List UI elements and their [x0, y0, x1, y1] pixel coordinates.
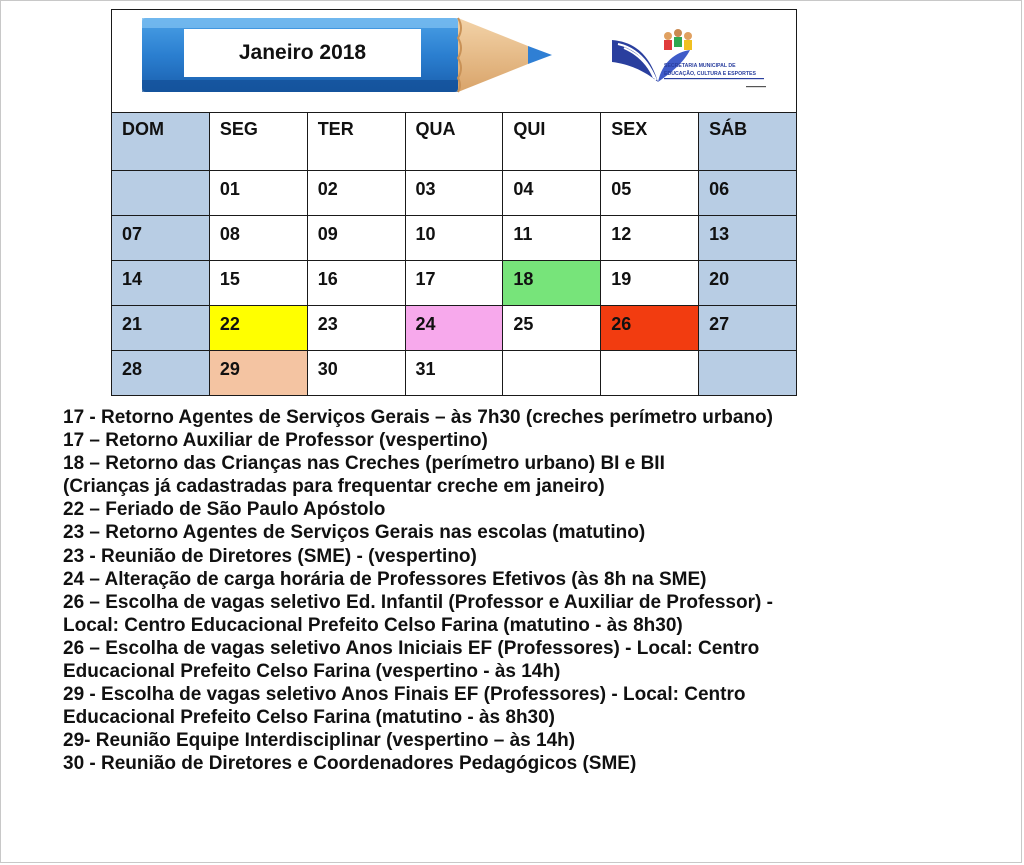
weekday-qui: QUI	[503, 113, 601, 171]
event-line: 17 - Retorno Agentes de Serviços Gerais – às 7h30 (creches perímetro urbano)	[63, 407, 773, 428]
week-row	[112, 351, 797, 396]
day-cell: 30	[307, 351, 405, 396]
event-line: 23 – Retorno Agentes de Serviços Gerais nas escolas (matutino)	[63, 522, 646, 544]
event-line: 29 - Escolha de vagas seletivo Anos Finais EF (Professores) - Local: Centro	[63, 684, 746, 706]
event-line: Educacional Prefeito Celso Farina (matutino - às 8h30)	[63, 707, 556, 729]
day-cell: 08	[209, 216, 307, 261]
day-cell-highlight-18: 18	[503, 261, 601, 306]
event-line: Educacional Prefeito Celso Farina (vespertino - às 14h)	[63, 661, 561, 683]
day-cell	[503, 351, 601, 396]
day-cell	[112, 171, 210, 216]
day-cell: 04	[503, 171, 601, 216]
week-row	[112, 306, 797, 351]
day-cell	[601, 351, 699, 396]
day-cell: 25	[503, 306, 601, 351]
education-secretariat-logo	[606, 22, 776, 102]
day-cell: 09	[307, 216, 405, 261]
event-line: Local: Centro Educacional Prefeito Celso Farina (matutino - às 8h30)	[63, 614, 683, 636]
day-cell-highlight-24: 24	[405, 306, 503, 351]
day-cell: 27	[699, 306, 797, 351]
logo-text-line2: EDUCAÇÃO, CULTURA E ESPORTES	[664, 71, 756, 77]
week-row	[112, 261, 797, 306]
day-cell: 05	[601, 171, 699, 216]
event-list	[63, 406, 1013, 776]
weekday-dom: DOM	[112, 113, 210, 171]
calendar-grid	[111, 112, 797, 396]
day-cell: 07	[112, 216, 210, 261]
day-cell: 10	[405, 216, 503, 261]
day-cell: 31	[405, 351, 503, 396]
weekday-header-row	[112, 113, 797, 171]
day-cell: 21	[112, 306, 210, 351]
weekday-sab: SÁB	[699, 113, 797, 171]
day-cell: 17	[405, 261, 503, 306]
event-line: 29- Reunião Equipe Interdisciplinar (vespertino – às 14h)	[63, 730, 576, 752]
event-line: 23 - Reunião de Diretores (SME) - (vespertino)	[63, 545, 477, 567]
day-cell: 15	[209, 261, 307, 306]
day-cell: 13	[699, 216, 797, 261]
day-cell: 12	[601, 216, 699, 261]
weekday-ter: TER	[307, 113, 405, 171]
day-cell: 01	[209, 171, 307, 216]
day-cell: 23	[307, 306, 405, 351]
logo-text-line1: SECRETARIA MUNICIPAL DE	[664, 63, 736, 69]
day-cell: 02	[307, 171, 405, 216]
event-line: (Crianças já cadastradas para frequentar creche em janeiro)	[63, 476, 605, 498]
week-row	[112, 216, 797, 261]
day-cell: 28	[112, 351, 210, 396]
day-cell: 14	[112, 261, 210, 306]
day-cell-highlight-22: 22	[209, 306, 307, 351]
event-line: 30 - Reunião de Diretores e Coordenadores Pedagógicos (SME)	[63, 753, 637, 775]
event-line: 18 – Retorno das Crianças nas Creches (perímetro urbano) BI e BII	[63, 453, 665, 475]
weekday-seg: SEG	[209, 113, 307, 171]
day-cell: 11	[503, 216, 601, 261]
day-cell	[699, 351, 797, 396]
event-line: 24 – Alteração de carga horária de Professores Efetivos (às 8h na SME)	[63, 568, 707, 590]
calendar-header	[111, 9, 797, 112]
day-cell: 06	[699, 171, 797, 216]
day-cell: 16	[307, 261, 405, 306]
day-cell-highlight-26: 26	[601, 306, 699, 351]
day-cell: 19	[601, 261, 699, 306]
day-cell: 03	[405, 171, 503, 216]
day-cell-highlight-29: 29	[209, 351, 307, 396]
event-line: 26 – Escolha de vagas seletivo Ed. Infantil (Professor e Auxiliar de Professor) -	[63, 591, 773, 613]
weekday-qua: QUA	[405, 113, 503, 171]
day-cell: 20	[699, 261, 797, 306]
event-line: 22 – Feriado de São Paulo Apóstolo	[63, 499, 386, 521]
week-row	[112, 171, 797, 216]
event-line: 26 – Escolha de vagas seletivo Anos Iniciais EF (Professores) - Local: Centro	[63, 637, 760, 659]
weekday-sex: SEX	[601, 113, 699, 171]
month-title: Janeiro 2018	[184, 29, 421, 77]
event-line: 17 – Retorno Auxiliar de Professor (vespertino)	[63, 430, 488, 452]
